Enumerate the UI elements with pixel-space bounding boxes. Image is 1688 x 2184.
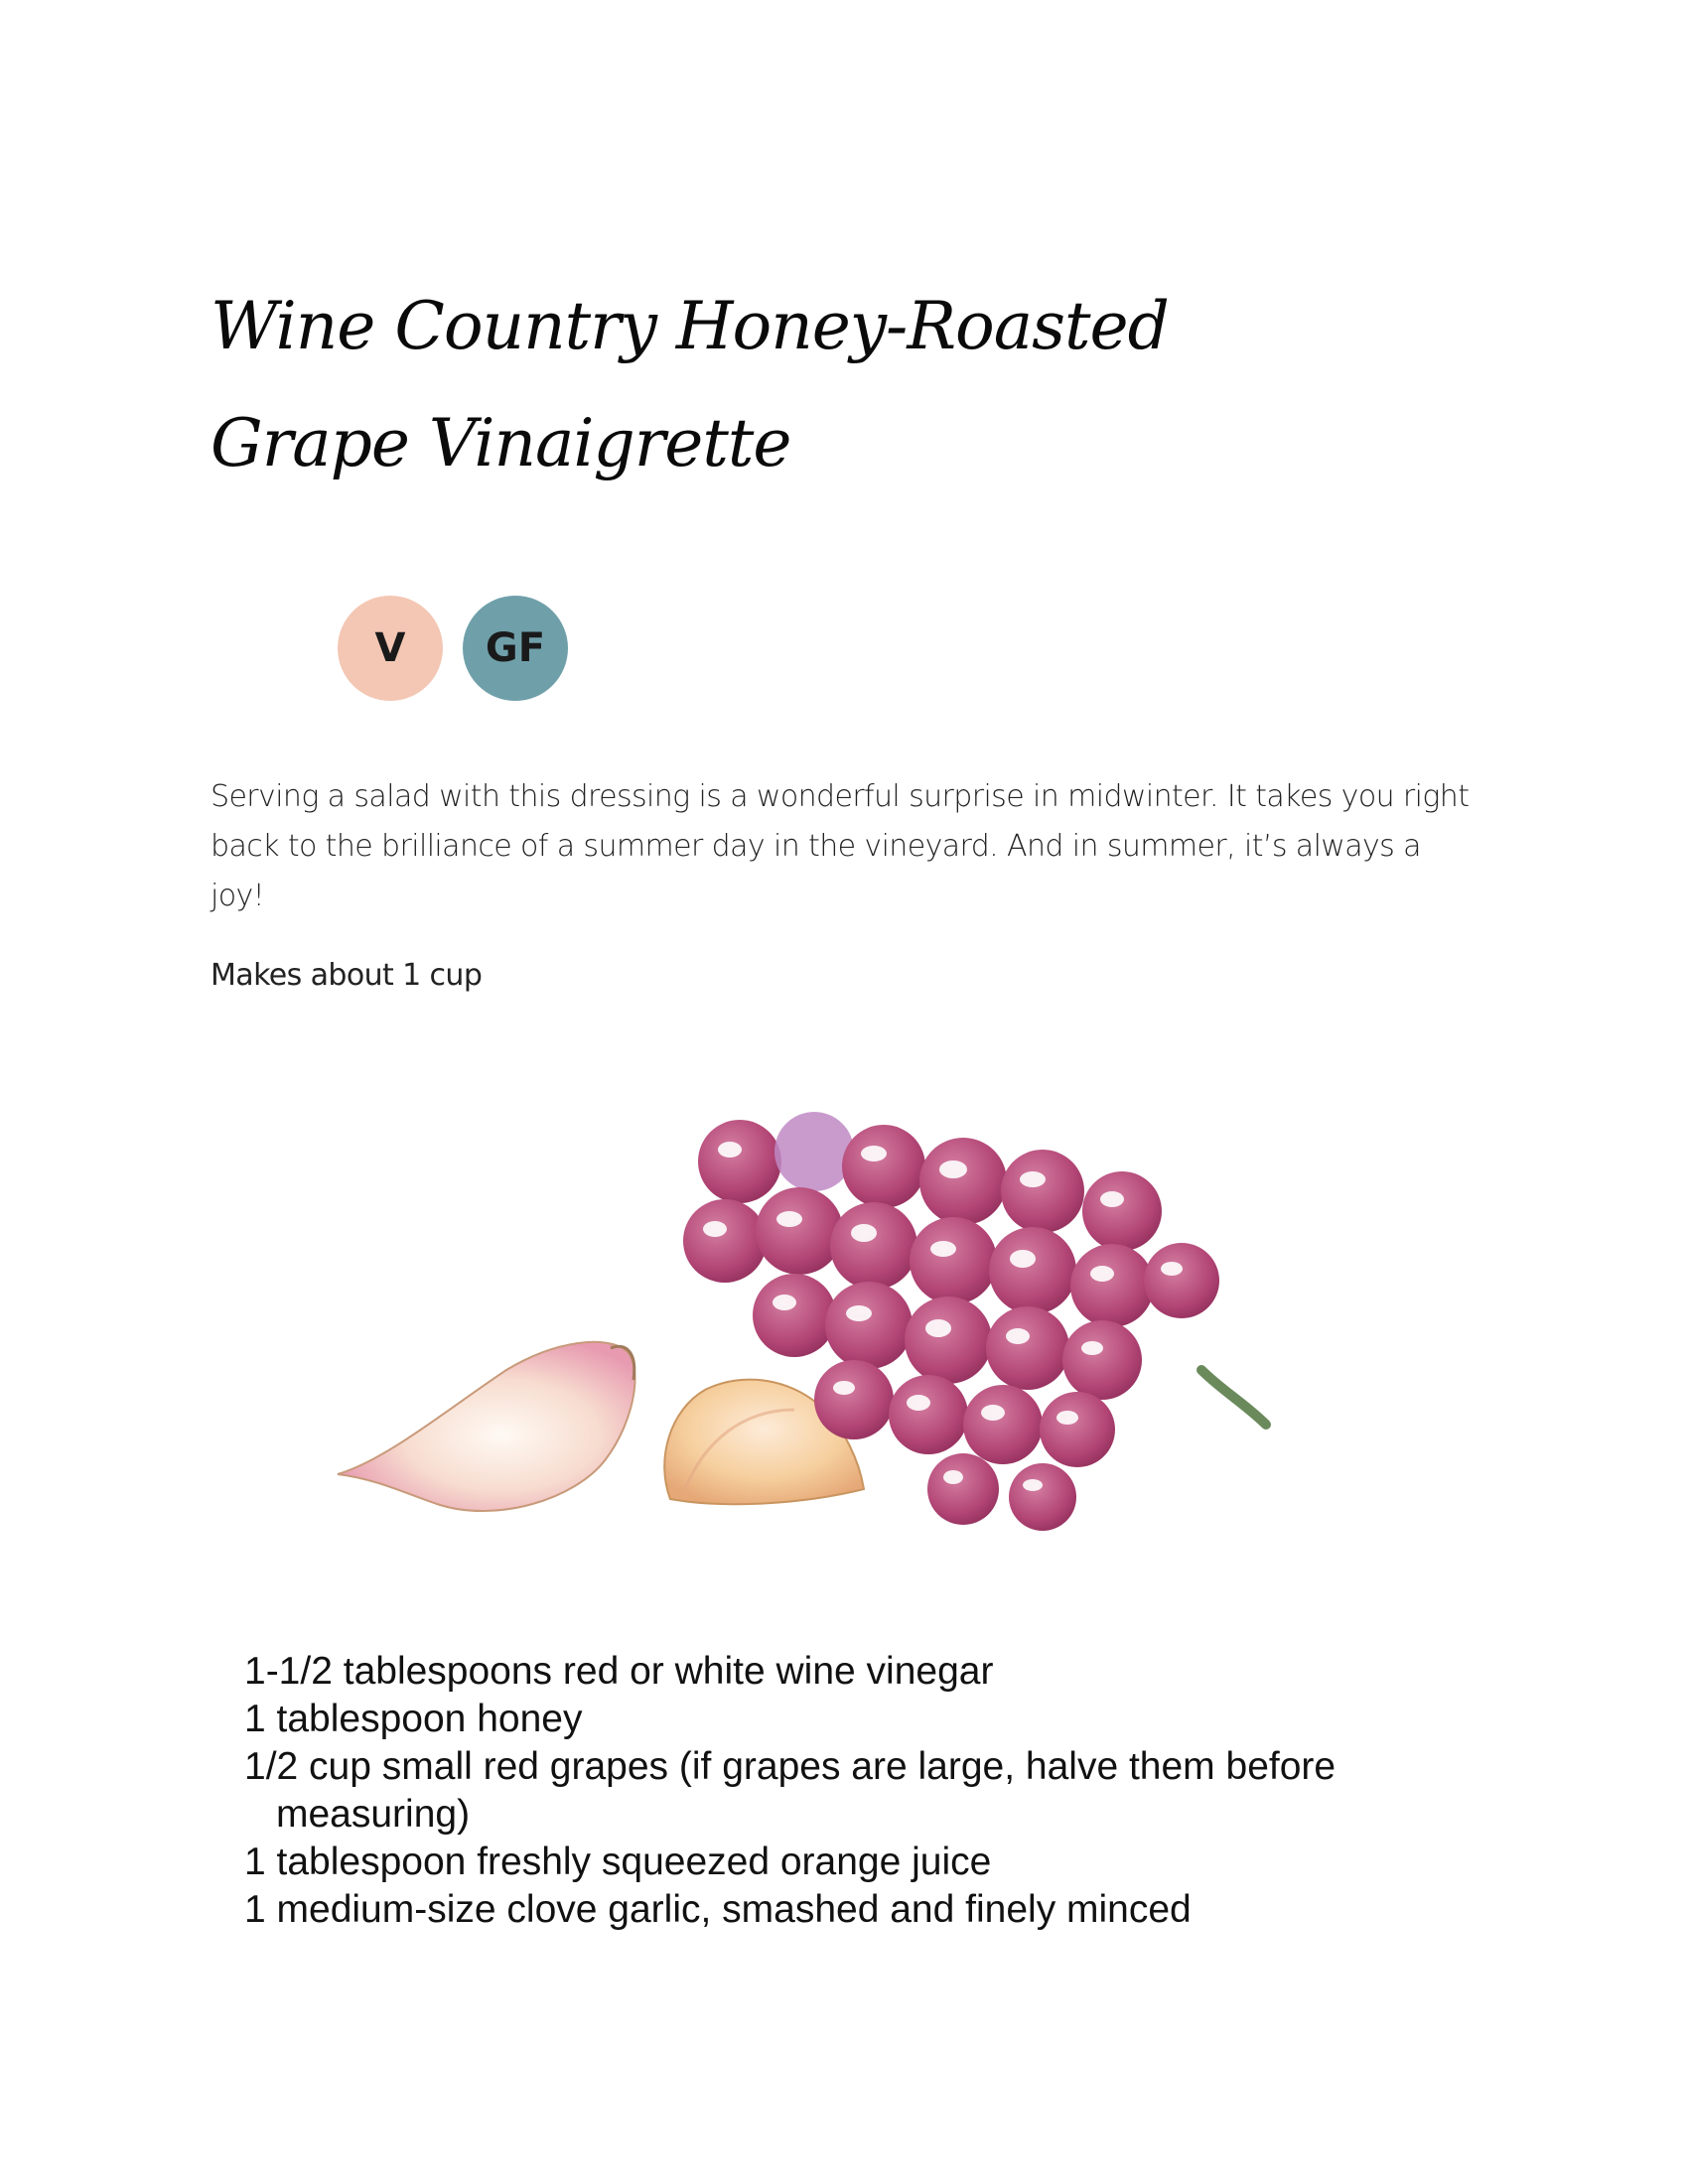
grapes-garlic-illustration	[328, 1082, 1340, 1559]
garlic-clove-left	[338, 1342, 635, 1511]
ingredient-item: 1 medium-size clove garlic, smashed and finely minced	[244, 1888, 1192, 1931]
recipe-intro: Serving a salad with this dressing is a wonderful surprise in midwinter. It takes you right back to the brilliance of a summer day in the vineyard. And in summer, it’s always a joy!	[211, 779, 1470, 913]
recipe-yield: Makes about 1 cup	[211, 958, 483, 993]
gluten-free-badge: GF	[463, 596, 568, 701]
ingredient-item: 1-1/2 tablespoons red or white wine vinegar	[244, 1650, 994, 1693]
diet-badges	[338, 596, 568, 701]
ingredient-item: 1/2 cup small red grapes (if grapes are large, halve them before measuring)	[244, 1745, 1336, 1836]
vegetarian-badge: V	[338, 596, 443, 701]
ingredient-list	[244, 1648, 1495, 1934]
ingredient-item: 1 tablespoon freshly squeezed orange juice	[244, 1841, 992, 1883]
ingredient-item: 1 tablespoon honey	[244, 1698, 583, 1740]
recipe-title: Wine Country Honey-Roasted Grape Vinaigrette	[211, 288, 1169, 481]
